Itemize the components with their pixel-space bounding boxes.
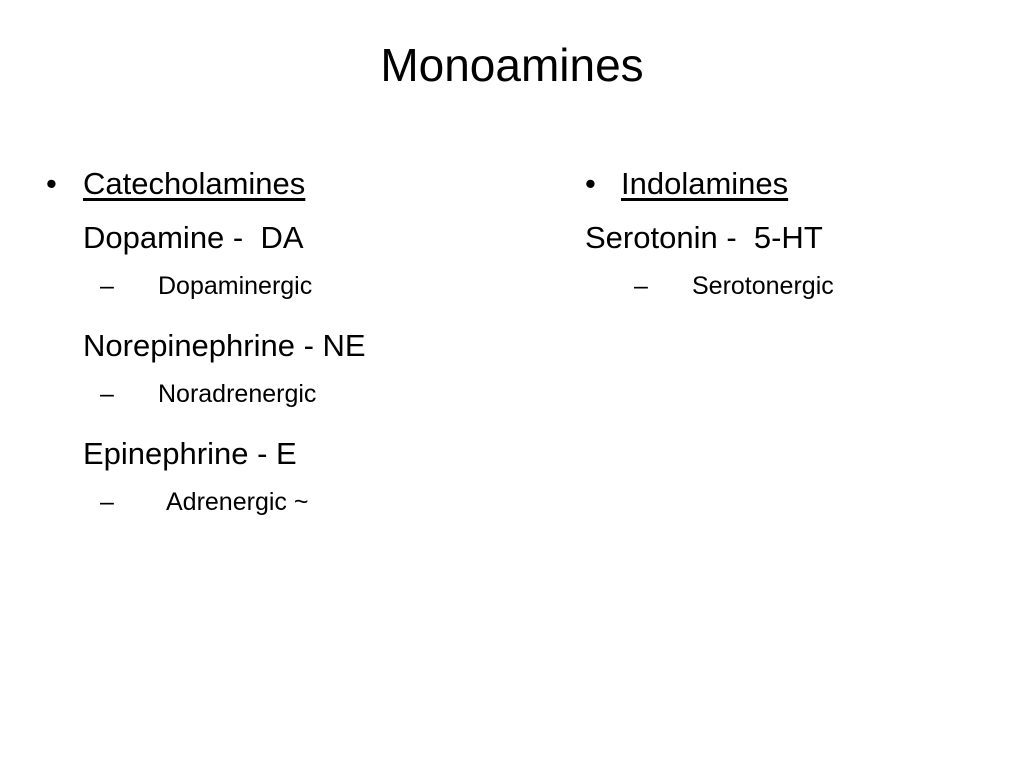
dopaminergic-item (46, 268, 516, 318)
bullet-icon: • (585, 166, 596, 201)
indolamines-heading: Indolamines (621, 166, 789, 201)
serotonin-item: Serotonin - 5-HT (585, 220, 823, 255)
epinephrine-item: Epinephrine - E (83, 436, 297, 471)
dash-icon: – (100, 380, 114, 408)
dopaminergic-label: Dopaminergic (158, 272, 313, 300)
dash-icon: – (100, 488, 114, 516)
adrenergic-label: Adrenergic ~ (166, 488, 309, 516)
dash-icon: – (100, 272, 114, 300)
bullet-icon: • (46, 166, 57, 201)
catecholamines-column (46, 160, 516, 534)
dash-icon: – (634, 272, 648, 300)
indolamines-column (585, 160, 1005, 318)
slide-title: Monoamines (380, 39, 644, 91)
serotonergic-item (585, 268, 1005, 318)
norepinephrine-item: Norepinephrine - NE (83, 328, 366, 363)
serotonergic-label: Serotonergic (692, 272, 834, 300)
catecholamines-heading: Catecholamines (83, 166, 306, 201)
catecholamines-heading-row (46, 160, 516, 210)
indolamines-heading-row (585, 160, 1005, 210)
adrenergic-item (46, 484, 516, 534)
noradrenergic-item (46, 376, 516, 426)
dopamine-item: Dopamine - DA (83, 220, 304, 255)
noradrenergic-label: Noradrenergic (158, 380, 317, 408)
